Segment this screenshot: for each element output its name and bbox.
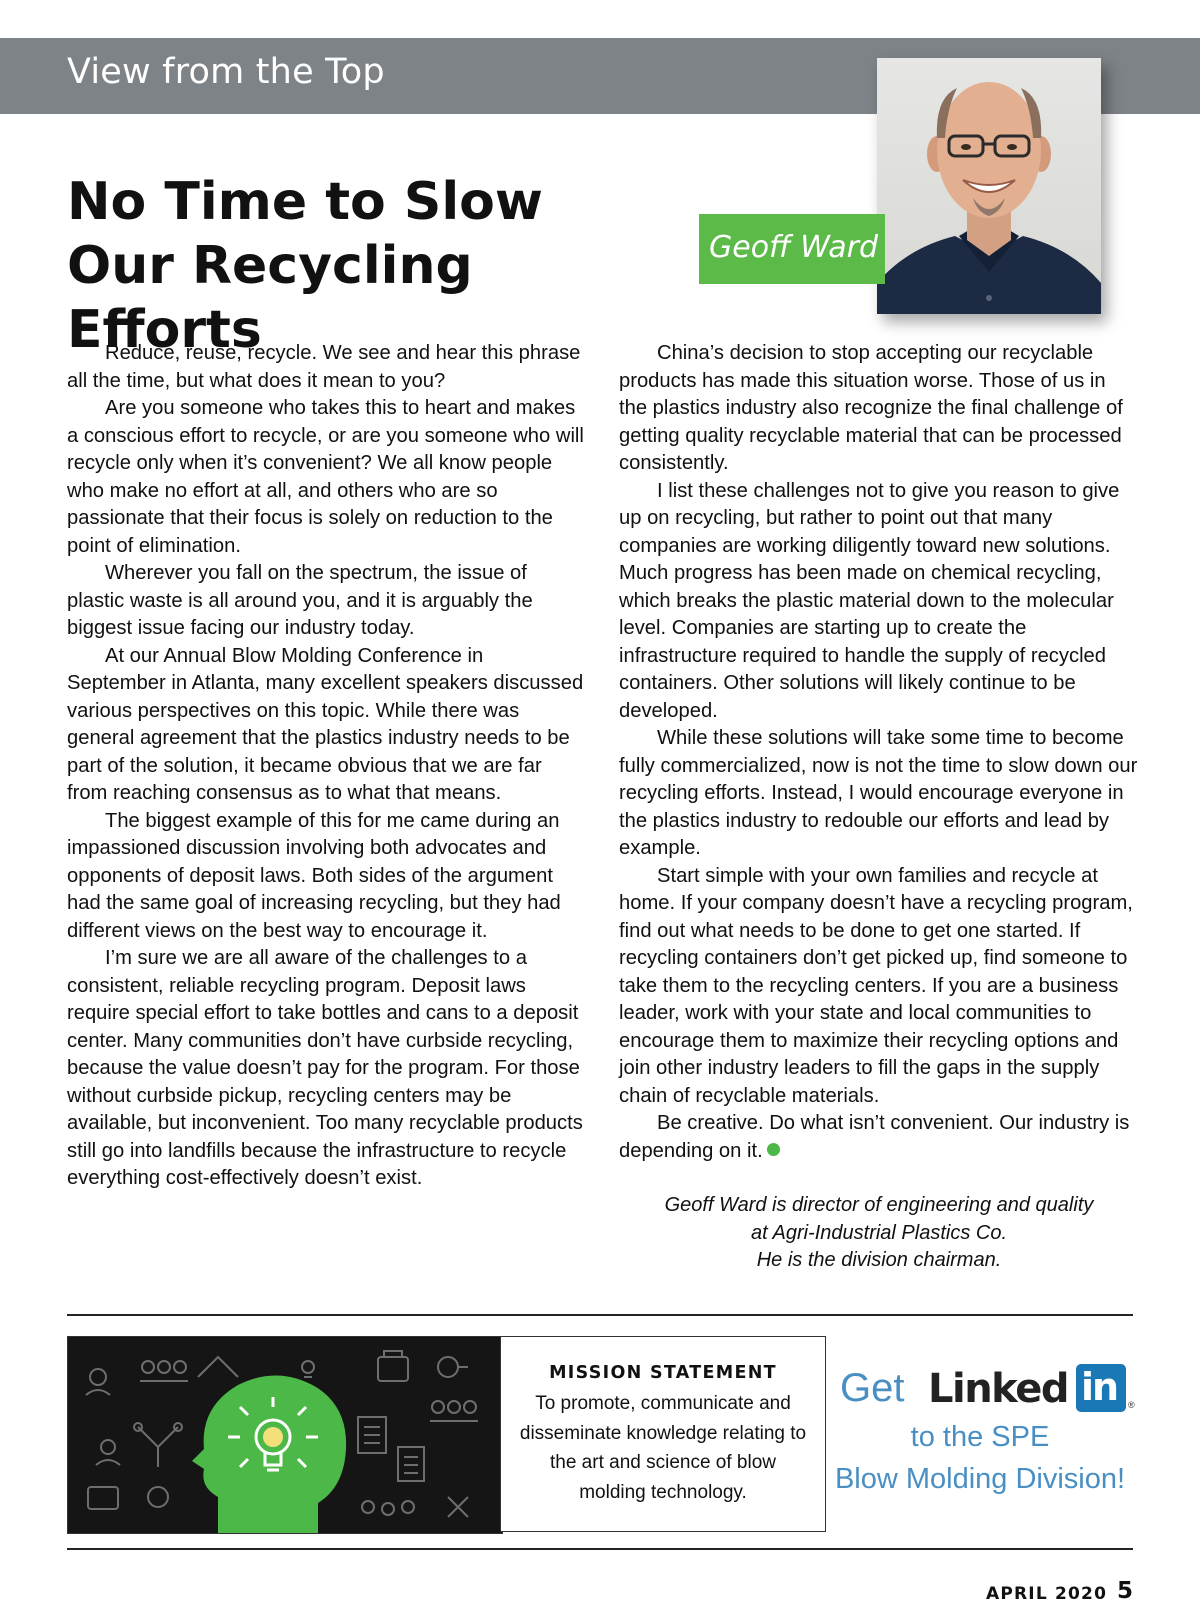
article-column-right — [619, 340, 1139, 1165]
author-name-tag — [699, 214, 885, 284]
author-photo — [877, 58, 1101, 314]
paragraph: While these solutions will take some time to become fully commercialized, now is not the time to slow down our recycling efforts. Instead, I would encourage everyone in the plastics industry to redouble our efforts and lead by example. — [619, 727, 1138, 859]
linkedin-line-2: Blow Molding Division! — [834, 1463, 1126, 1495]
paragraph: The biggest example of this for me came during an impassioned discussion involving both advocates and opponents of deposit laws. Both sides of the argument had the same goal of increasing recycling, but they had different views on the best way to encourage it. — [67, 809, 561, 942]
paragraph: Reduce, reuse, recycle. We see and hear this phrase all the time, but what does it mean to you? — [67, 342, 581, 392]
paragraph: Start simple with your own families and recycle at home. If your company doesn’t have a recycling program, find out what needs to be done to get one started. If recycling containers don’t get picked up, find someone to take them to the recycling centers. If you are a business leader, work with your state and local communities to encourage them to maximize their recycling options and join other industry leaders to fill the gaps in the supply chain of recyclable materials. — [619, 864, 1133, 1107]
divider — [67, 1548, 1133, 1550]
linkedin-get: Get — [840, 1366, 905, 1410]
bio-line: He is the division chairman. — [756, 1249, 1002, 1271]
paragraph: At our Annual Blow Molding Conference in September in Atlanta, many excellent speakers discussed various perspectives on this topic. While there was general agreement that the plastics industry needs to be part of the solution, it became obvious that we are far from reaching consensus as to what that means. — [67, 644, 584, 804]
paragraph: Are you someone who takes this to heart and makes a conscious effort to recycle, or are you someone who will recycle only when it’s convenient? We all know people who make no effort at all, and others who are so passionate that their focus is solely on reduction to the point of elimination. — [67, 397, 584, 557]
paragraph: I’m sure we are all aware of the challenges to a consistent, reliable recycling program. Deposit laws require special effort to take bottles and cans to a deposit center. Many communities don’t have curbside recycling, because the value doesn’t pay for the program. For those without curbside pickup, recycling centers may be available, but inconvenient. Too many recyclable products still go into landfills because the infrastructure to recycle everything cost-effectively doesn’t exist. — [67, 947, 583, 1189]
paragraph: I list these challenges not to give you reason to give up on recycling, but rather to point out that many companies are working diligently toward new solutions. Much progress has been made on chemical recycling, which breaks the plastic material down to the molecular level. Companies are starting up to create the infrastructure required to handle the supply of recycled containers. Other solutions will likely continue to be developed. — [619, 479, 1120, 722]
page-number: 5 — [1117, 1578, 1134, 1604]
linkedin-line-1: to the SPE — [910, 1421, 1050, 1453]
issue-date: APRIL 2020 — [986, 1584, 1108, 1604]
linkedin-wordmark: Linked — [928, 1366, 1068, 1412]
article-column-left — [67, 340, 587, 1193]
registered-mark: ® — [1128, 1400, 1135, 1410]
linkedin-in-text: in — [1081, 1365, 1118, 1409]
linkedin-in-icon — [1076, 1364, 1126, 1412]
bio-line: Geoff Ward is director of engineering and quality — [664, 1194, 1094, 1216]
green-dot-icon — [767, 1143, 780, 1156]
green-head-lightbulb-icon — [67, 1336, 503, 1534]
mission-title: MISSION STATEMENT — [549, 1363, 777, 1383]
bio-line: at Agri-Industrial Plastics Co. — [750, 1221, 1007, 1244]
paragraph: Wherever you fall on the spectrum, the issue of plastic waste is all around you, and it is arguably the biggest issue facing our industry today. — [67, 562, 533, 639]
linkedin-promo[interactable] — [830, 1364, 1135, 1500]
paragraph-text: Be creative. Do what isn’t convenient. Our industry is depending on it. — [619, 1112, 1130, 1162]
mission-text: To promote, communicate and disseminate knowledge relating to the art and science of blow molding technology. — [519, 1393, 807, 1503]
section-label: View from the Top — [67, 52, 385, 92]
divider — [67, 1314, 1133, 1316]
author-name: Geoff Ward — [709, 230, 879, 265]
author-bio — [619, 1192, 1139, 1275]
mission-statement — [500, 1336, 826, 1532]
paragraph: China’s decision to stop accepting our recyclable products has made this situation worse. Those of us in the plastics industry also recognize the final challenge of getting quality recyclable material that can be processed consistently. — [619, 342, 1123, 474]
linkedin-logo-row — [830, 1364, 1135, 1416]
paragraph-final — [619, 1110, 1139, 1165]
article-headline: No Time to Slow Our Recycling Efforts — [67, 172, 543, 360]
